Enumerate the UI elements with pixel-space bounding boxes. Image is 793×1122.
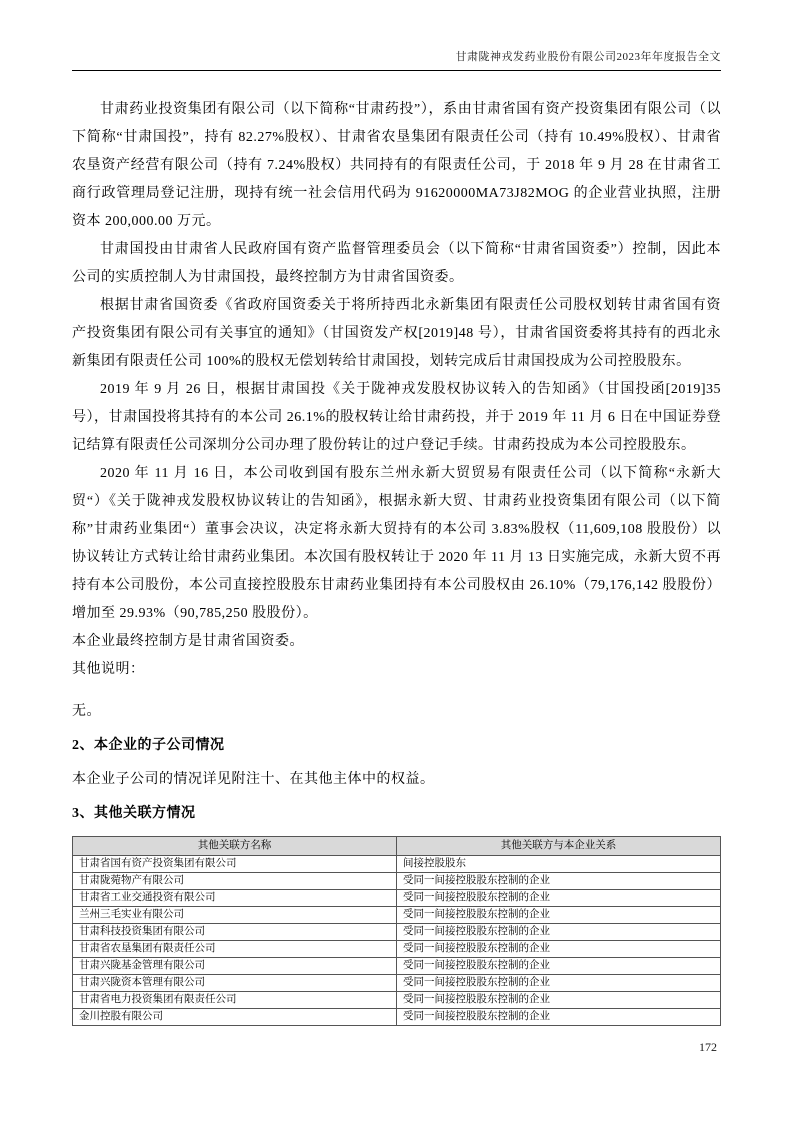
related-party-relation: 受同一间接控股股东控制的企业 xyxy=(397,992,721,1009)
related-party-name: 甘肃省工业交通投资有限公司 xyxy=(73,890,397,907)
blank-line xyxy=(72,684,721,698)
related-party-name: 金川控股有限公司 xyxy=(73,1009,397,1026)
page-header xyxy=(72,48,721,71)
table-row xyxy=(73,941,721,958)
related-party-name: 甘肃省农垦集团有限责任公司 xyxy=(73,941,397,958)
report-title: 甘肃陇神戎发药业股份有限公司2023年年度报告全文 xyxy=(455,51,721,63)
page-footer xyxy=(699,1040,717,1055)
section-heading-subsidiaries: 2、本企业的子公司情况 xyxy=(72,738,225,753)
table-row xyxy=(73,958,721,975)
body-paragraph: 根据甘肃省国资委《省政府国资委关于将所持西北永新集团有限责任公司股权划转甘肃省国有资产投资集团有限公司有关事宜的通知》（甘国资发产权[2019]48 号），甘肃省国资委将其持有的西北永新集团有限责任公司 100%的股权无偿划转给甘肃国投，划转完成后甘肃国投成为公司控股股东。 xyxy=(72,298,721,369)
related-parties-table xyxy=(72,836,721,1026)
table-row xyxy=(73,907,721,924)
table-row xyxy=(73,1009,721,1026)
related-party-name: 甘肃省电力投资集团有限责任公司 xyxy=(73,992,397,1009)
related-party-relation: 间接控股股东 xyxy=(397,856,721,873)
closing-line: 无。 xyxy=(72,704,101,719)
page-number: 172 xyxy=(699,1040,717,1054)
table-row xyxy=(73,890,721,907)
closing-line: 其他说明： xyxy=(72,662,145,677)
related-party-relation: 受同一间接控股股东控制的企业 xyxy=(397,975,721,992)
table-header-row xyxy=(73,837,721,856)
related-party-name: 甘肃兴陇资本管理有限公司 xyxy=(73,975,397,992)
table-row xyxy=(73,856,721,873)
subsidiaries-note: 本企业子公司的情况详见附注十、在其他主体中的权益。 xyxy=(72,772,435,787)
related-party-relation: 受同一间接控股股东控制的企业 xyxy=(397,907,721,924)
column-header-relation: 其他关联方与本企业关系 xyxy=(397,837,721,856)
related-party-relation: 受同一间接控股股东控制的企业 xyxy=(397,1009,721,1026)
related-party-relation: 受同一间接控股股东控制的企业 xyxy=(397,924,721,941)
related-party-name: 甘肃科技投资集团有限公司 xyxy=(73,924,397,941)
body-paragraph: 2020 年 11 月 16 日，本公司收到国有股东兰州永新大贸贸易有限责任公司（以下简称“永新大贸“）《关于陇神戎发股权协议转让的告知函》，根据永新大贸、甘肃药业投资集团有限公司（以下简称”甘肃药业集团“）董事会决议，决定将永新大贸持有的本公司 3.83%股权（11,609,108 股股份）以协议转让方式转让给甘肃药业集团。本次国有股权转让于 2020 年 11 月 13 日实施完成，永新大贸不再持有本公司股份，本公司直接控股股东甘肃药业集团持有本公司股权由 26.10%（79,176,142 股股份）增加至 29.93%（90,785,250 股股份）。 xyxy=(72,466,721,621)
related-party-relation: 受同一间接控股股东控制的企业 xyxy=(397,873,721,890)
section-heading-related-parties: 3、其他关联方情况 xyxy=(72,806,196,821)
page-content xyxy=(72,96,721,1026)
body-paragraph: 甘肃药业投资集团有限公司（以下简称“甘肃药投”），系由甘肃省国有资产投资集团有限公司（以下简称“甘肃国投”，持有 82.27%股权）、甘肃省农垦集团有限责任公司（持有 10.49%股权）、甘肃省农垦资产经营有限公司（持有 7.24%股权）共同持有的有限责任公司，于 2018 年 9 月 28 在甘肃省工商行政管理局登记注册，现持有统一社会信用代码为 91620000MA73J82MOG 的企业营业执照，注册资本 200,000.00 万元。 xyxy=(72,102,721,229)
related-party-name: 甘肃省国有资产投资集团有限公司 xyxy=(73,856,397,873)
table-row xyxy=(73,873,721,890)
related-party-name: 甘肃兴陇基金管理有限公司 xyxy=(73,958,397,975)
body-paragraph: 甘肃国投由甘肃省人民政府国有资产监督管理委员会（以下简称“甘肃省国资委”）控制，因此本公司的实质控制人为甘肃国投，最终控制方为甘肃省国资委。 xyxy=(72,242,721,285)
body-paragraph: 2019 年 9 月 26 日，根据甘肃国投《关于陇神戎发股权协议转入的告知函》（甘国投函[2019]35 号），甘肃国投将其持有的本公司 26.1%的股权转让给甘肃药投，并于 2019 年 11 月 6 日在中国证券登记结算有限责任公司深圳分公司办理了股份转让的过户登记手续。甘肃药投成为本公司控股股东。 xyxy=(72,382,721,453)
related-party-relation: 受同一间接控股股东控制的企业 xyxy=(397,941,721,958)
related-party-name: 甘肃陇菀物产有限公司 xyxy=(73,873,397,890)
related-party-relation: 受同一间接控股股东控制的企业 xyxy=(397,890,721,907)
table-row xyxy=(73,975,721,992)
related-party-relation: 受同一间接控股股东控制的企业 xyxy=(397,958,721,975)
table-row xyxy=(73,992,721,1009)
closing-line: 本企业最终控制方是甘肃省国资委。 xyxy=(72,634,304,649)
column-header-name: 其他关联方名称 xyxy=(73,837,397,856)
table-row xyxy=(73,924,721,941)
related-party-name: 兰州三毛实业有限公司 xyxy=(73,907,397,924)
